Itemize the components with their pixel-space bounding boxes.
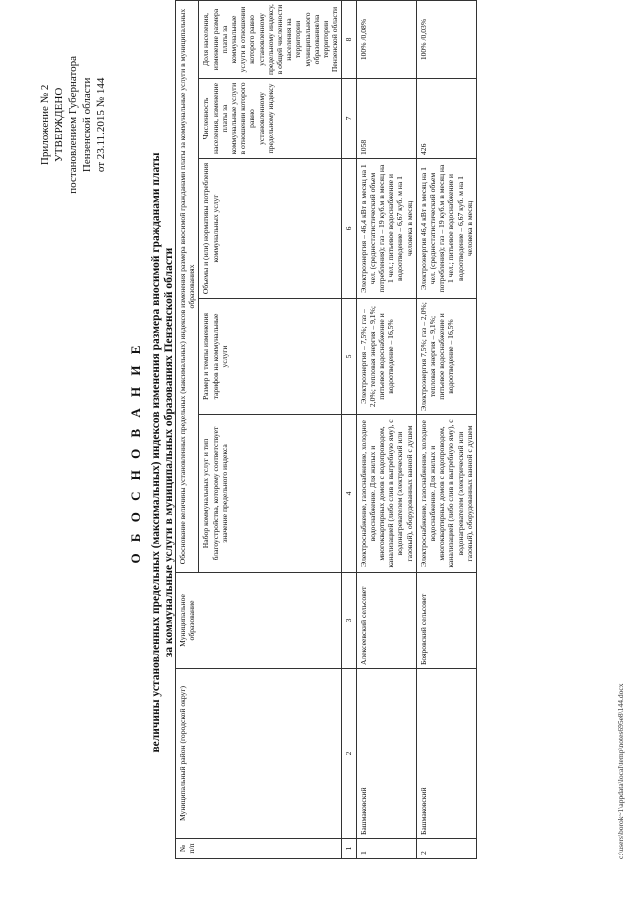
col-number: 1	[342, 839, 356, 859]
header-num: № п/п	[176, 839, 342, 859]
header-volumes: Объемы и (или) нормативы потребления коммунальных услуг	[199, 159, 342, 299]
header-services: Набор коммунальных услуг и тип благоустройства, которому соответствует значение предельного индекса	[199, 415, 342, 573]
row-population: 426	[416, 79, 476, 159]
header-municipality: Муниципальное образование	[176, 573, 342, 669]
file-path-footer: c:\users\borok~1\appdata\local\temp\notes695e8\144.docx	[616, 683, 625, 859]
justification-table	[175, 0, 477, 859]
row-population: 1058	[356, 79, 416, 159]
row-district: Башмаковский	[416, 669, 476, 839]
row-tariffs: Электроэнергия – 7,5%; газ – 2,0%; тепловая энергия – 9,1%; питьевое водоснабжение и водоотведение – 16,5%	[356, 299, 416, 415]
row-municipality: Алексеевский сельсовет	[356, 573, 416, 669]
table-row	[416, 1, 476, 859]
row-services: Электроснабжение, газоснабжение, холодное водоснабжение. Для жилых и многоквартирных домов с водопроводом, канализацией (либо слив в выгребную яму), с водонагревателем (электрический или газовый), оборудованных ванной с душем	[356, 415, 416, 573]
approval-block	[38, 56, 108, 194]
col-number: 3	[342, 573, 356, 669]
row-share: 100% /0,08%	[356, 1, 416, 79]
header-tariffs: Размер и темпы изменения тарифов на коммунальные услуги	[199, 299, 342, 415]
col-number: 2	[342, 669, 356, 839]
document-subtitle-1: величины установленных предельных (максимальных) индексов изменения размера вносимой гражданами платы	[150, 152, 162, 753]
row-volumes: Электроэнергия – 46,4 кВт в месяц на 1 чел. (среднестатистический объем потребления); газ – 19 куб.м в месяц на 1 чел.; питьевое водоснабжение и водоотведение – 6,67 куб. м на 1 человека в месяц	[356, 159, 416, 299]
region-label: Пензенской области	[81, 77, 93, 173]
row-services: Электроснабжение, газоснабжение, холодное водоснабжение. Для жилых и многоквартирных домов с водопроводом, канализацией (либо слив в выгребную яму), с водонагревателем (электрический или газовый), оборудованных ванной с душем	[416, 415, 476, 573]
document-subtitle-2: за коммунальные услуги в муниципальных образованиях Пензенской области	[163, 247, 175, 658]
decree-date: от 23.11.2015 № 144	[95, 77, 107, 173]
document-title: О Б О С Н О В А Н И Е	[128, 341, 143, 564]
col-number: 6	[342, 159, 356, 299]
column-number-row	[342, 1, 356, 859]
appendix-label: Приложение № 2	[39, 84, 51, 166]
table-row	[356, 1, 416, 859]
table-header-row	[176, 1, 199, 859]
header-group: Обоснование величины установленных предельных (максимальных) индексов изменения размера вносимой гражданами платы за коммунальные услуги в муниципальных образованиях	[176, 1, 199, 573]
row-share: 100% /0,03%	[416, 1, 476, 79]
row-volumes: Электроэнергия 46,4 кВт в месяц на 1 чел. (среднестатистический объем потребления); газ – 19 куб.м в месяц на 1 чел.; питьевое водоснабжение и водоотведение – 6,67 куб. м на 1 человека в месяц	[416, 159, 476, 299]
approved-label: УТВЕРЖДЕНО	[53, 87, 65, 162]
col-number: 7	[342, 79, 356, 159]
col-number: 8	[342, 1, 356, 79]
header-population: Численность населения, изменение платы за коммунальные услуги в отношении которого равно установленному предельному индексу	[199, 79, 342, 159]
decree-label: постановлением Губернатора	[67, 56, 79, 194]
header-share: Доля населения, изменение размера платы за коммунальные услуги в отношении которого равно установленному предельному индексу, в общей численности населения на территории муниципального образования/на территории Пензенской области	[199, 1, 342, 79]
row-num: 1	[356, 839, 416, 859]
row-municipality: Бояровский сельсовет	[416, 573, 476, 669]
col-number: 4	[342, 415, 356, 573]
row-tariffs: Электроэнергия 7,5%; газ – 2,0%; тепловая энергия – 9,1%; питьевое водоснабжение и водоотведение – 16,5%	[416, 299, 476, 415]
col-number: 5	[342, 299, 356, 415]
row-num: 2	[416, 839, 476, 859]
header-district: Муниципальный район (городской округ)	[176, 669, 342, 839]
title-block	[128, 0, 176, 905]
row-district: Башмаковский	[356, 669, 416, 839]
